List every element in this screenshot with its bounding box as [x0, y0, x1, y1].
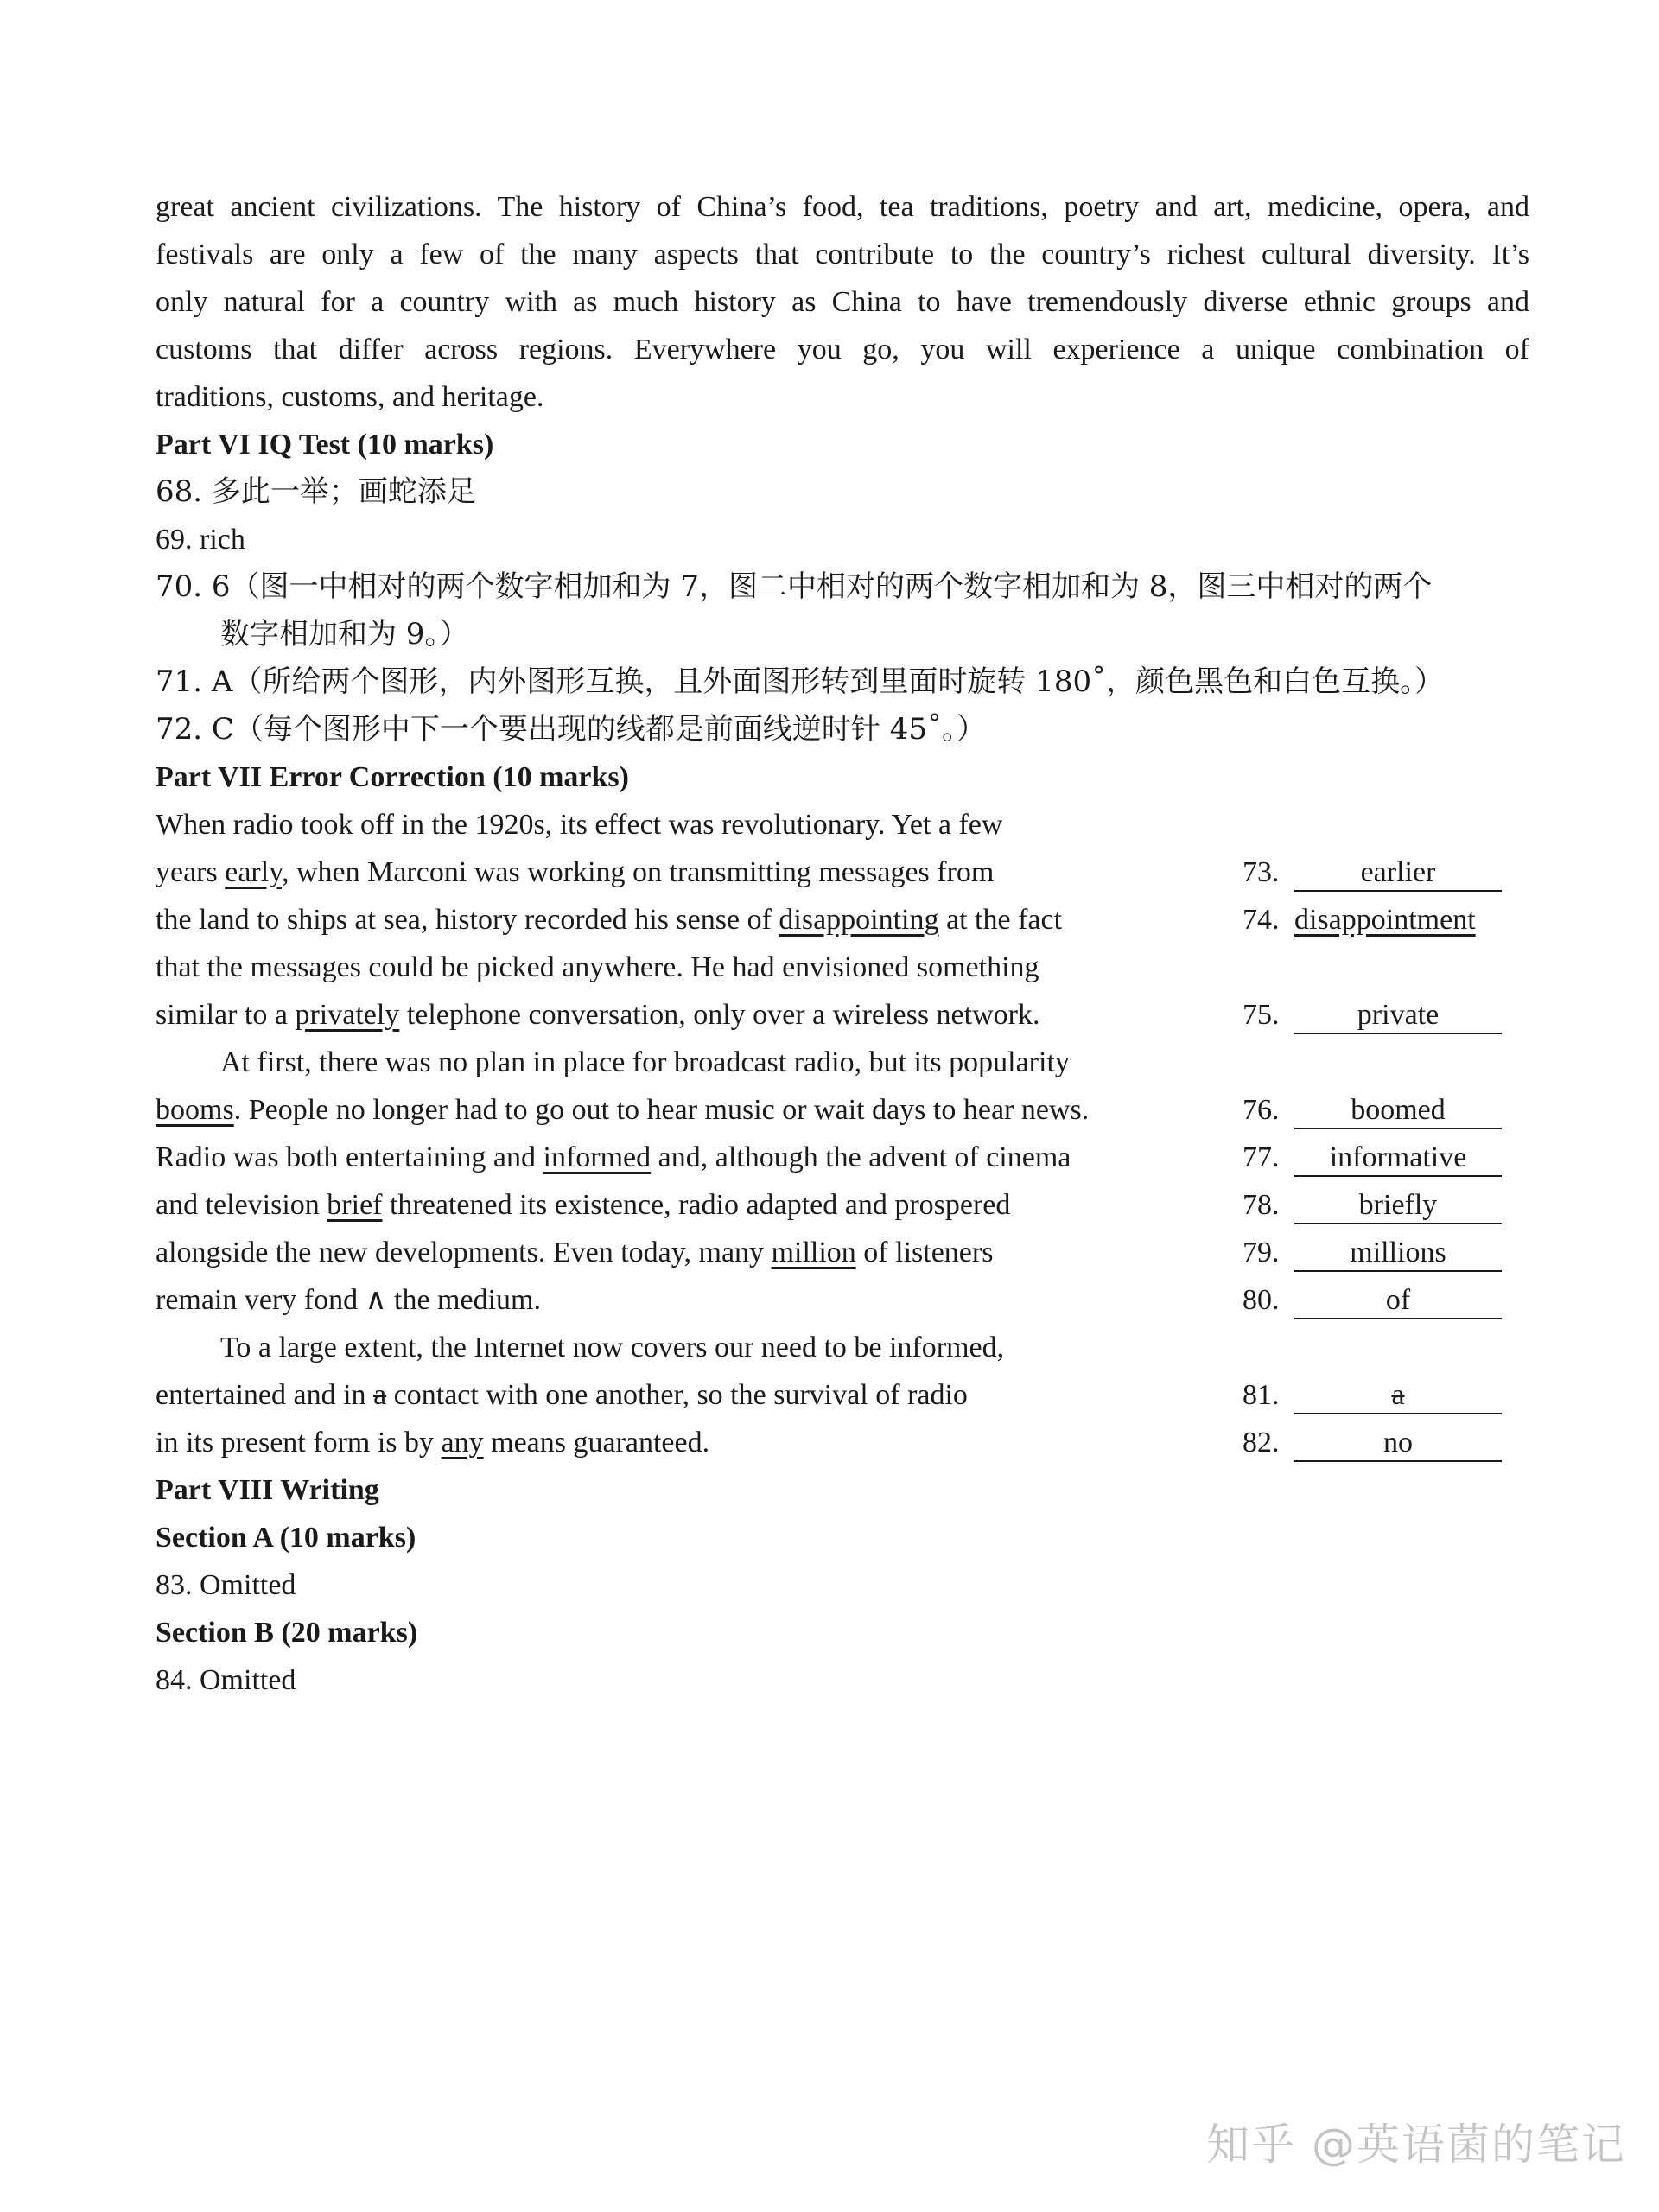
passage-text: and television brief threatened its existence, radio adapted and prospered	[156, 1189, 1011, 1221]
paragraph-line: customs that differ across regions. Everywhere you go, you will experience a unique combination of	[156, 334, 1529, 365]
answer-73: 73. earlier	[1243, 849, 1502, 896]
passage-row	[156, 1229, 1529, 1276]
passage-row	[156, 1086, 1529, 1134]
passage-text: Radio was both entertaining and informed and, although the advent of cinema	[156, 1141, 1071, 1173]
passage-row	[156, 849, 1529, 896]
answer-75: 75. private	[1243, 991, 1502, 1039]
error-word: any	[441, 1427, 484, 1459]
answer-81: 81. a	[1243, 1371, 1502, 1419]
section-b-heading: Section B (20 marks)	[156, 1617, 418, 1649]
passage-row	[156, 1419, 1529, 1466]
passage-row	[156, 1134, 1529, 1181]
answer-78: 78. briefly	[1243, 1181, 1502, 1229]
passage-text: At first, there was no plan in place for broadcast radio, but its popularity	[220, 1046, 1070, 1078]
passage-text: remain very fond ∧ the medium.	[156, 1284, 541, 1316]
passage-row	[156, 1181, 1529, 1229]
passage-text: the land to ships at sea, history recorded his sense of disappointing at the fact	[156, 904, 1063, 936]
passage-row	[156, 801, 1529, 849]
passage-row	[156, 896, 1529, 944]
passage-row	[156, 944, 1529, 991]
answer-70-line1: 70. 6（图一中相对的两个数字相加和为 7，图二中相对的两个数字相加和为 8，图三中相对的两个	[156, 569, 1433, 604]
answer-key-page	[156, 183, 1529, 1704]
paragraph-line: only natural for a country with as much history as China to have tremendously diverse ethnic groups and	[156, 286, 1529, 318]
passage-text: To a large extent, the Internet now covers our need to be informed,	[220, 1332, 1005, 1363]
answer-83: 83. Omitted	[156, 1569, 296, 1601]
error-word: booms	[156, 1094, 234, 1126]
section-a-heading: Section A (10 marks)	[156, 1522, 416, 1554]
answer-82: 82. no	[1243, 1419, 1502, 1466]
answer-69: 69. rich	[156, 524, 245, 556]
passage-text: entertained and in a contact with one another, so the survival of radio	[156, 1379, 968, 1411]
answer-74: 74. disappointment	[1243, 904, 1476, 936]
passage-text: years early, when Marconi was working on transmitting messages from	[156, 856, 995, 888]
passage-text: in its present form is by any means guaranteed.	[156, 1427, 710, 1459]
error-word: million	[771, 1236, 856, 1268]
answer-76: 76. boomed	[1243, 1086, 1502, 1134]
zhihu-watermark: 知乎 @英语菌的笔记	[1206, 2120, 1626, 2170]
answer-80: 80. of	[1243, 1276, 1502, 1324]
error-word: privately	[295, 999, 400, 1031]
error-word: disappointing	[779, 904, 939, 936]
passage-text: that the messages could be picked anywhere. He had envisioned something	[156, 951, 1039, 983]
answer-77: 77. informative	[1243, 1134, 1502, 1181]
passage-text: similar to a privately telephone conversation, only over a wireless network.	[156, 999, 1040, 1031]
passage-text: booms. People no longer had to go out to hear music or wait days to hear news.	[156, 1094, 1090, 1126]
error-correction-passage	[156, 801, 1529, 1466]
intro-paragraph	[156, 183, 1529, 421]
error-word: informed	[543, 1141, 652, 1173]
error-word: brief	[327, 1189, 383, 1221]
passage-text: alongside the new developments. Even today, many million of listeners	[156, 1236, 994, 1268]
passage-row	[156, 1039, 1529, 1086]
answer-70-line2: 数字相加和为 9。）	[220, 617, 469, 652]
passage-row	[156, 1371, 1529, 1419]
part7-heading: Part VII Error Correction (10 marks)	[156, 761, 629, 793]
paragraph-line: great ancient civilizations. The history of China’s food, tea traditions, poetry and art, medicine, opera, and	[156, 191, 1529, 223]
passage-row	[156, 991, 1529, 1039]
passage-text: When radio took off in the 1920s, its effect was revolutionary. Yet a few	[156, 809, 1003, 841]
paragraph-line: traditions, customs, and heritage.	[156, 381, 544, 413]
answer-79: 79. millions	[1243, 1229, 1502, 1276]
passage-row	[156, 1276, 1529, 1324]
paragraph-line: festivals are only a few of the many aspects that contribute to the country’s richest cultural diversity. It’s	[156, 238, 1529, 270]
passage-row	[156, 1324, 1529, 1371]
answer-72: 72. C（每个图形中下一个要出现的线都是前面线逆时针 45˚。）	[156, 712, 986, 747]
error-word: a	[373, 1379, 387, 1411]
error-word: early	[225, 856, 282, 888]
part8-heading: Part VIII Writing	[156, 1474, 379, 1506]
answer-84: 84. Omitted	[156, 1664, 296, 1696]
answer-71: 71. A（所给两个图形，内外图形互换，且外面图形转到里面时旋转 180˚，颜色黑色和白色互换。）	[156, 664, 1445, 699]
part6-heading: Part VI IQ Test (10 marks)	[156, 429, 494, 461]
answer-68: 68. 多此一举；画蛇添足	[156, 474, 476, 509]
